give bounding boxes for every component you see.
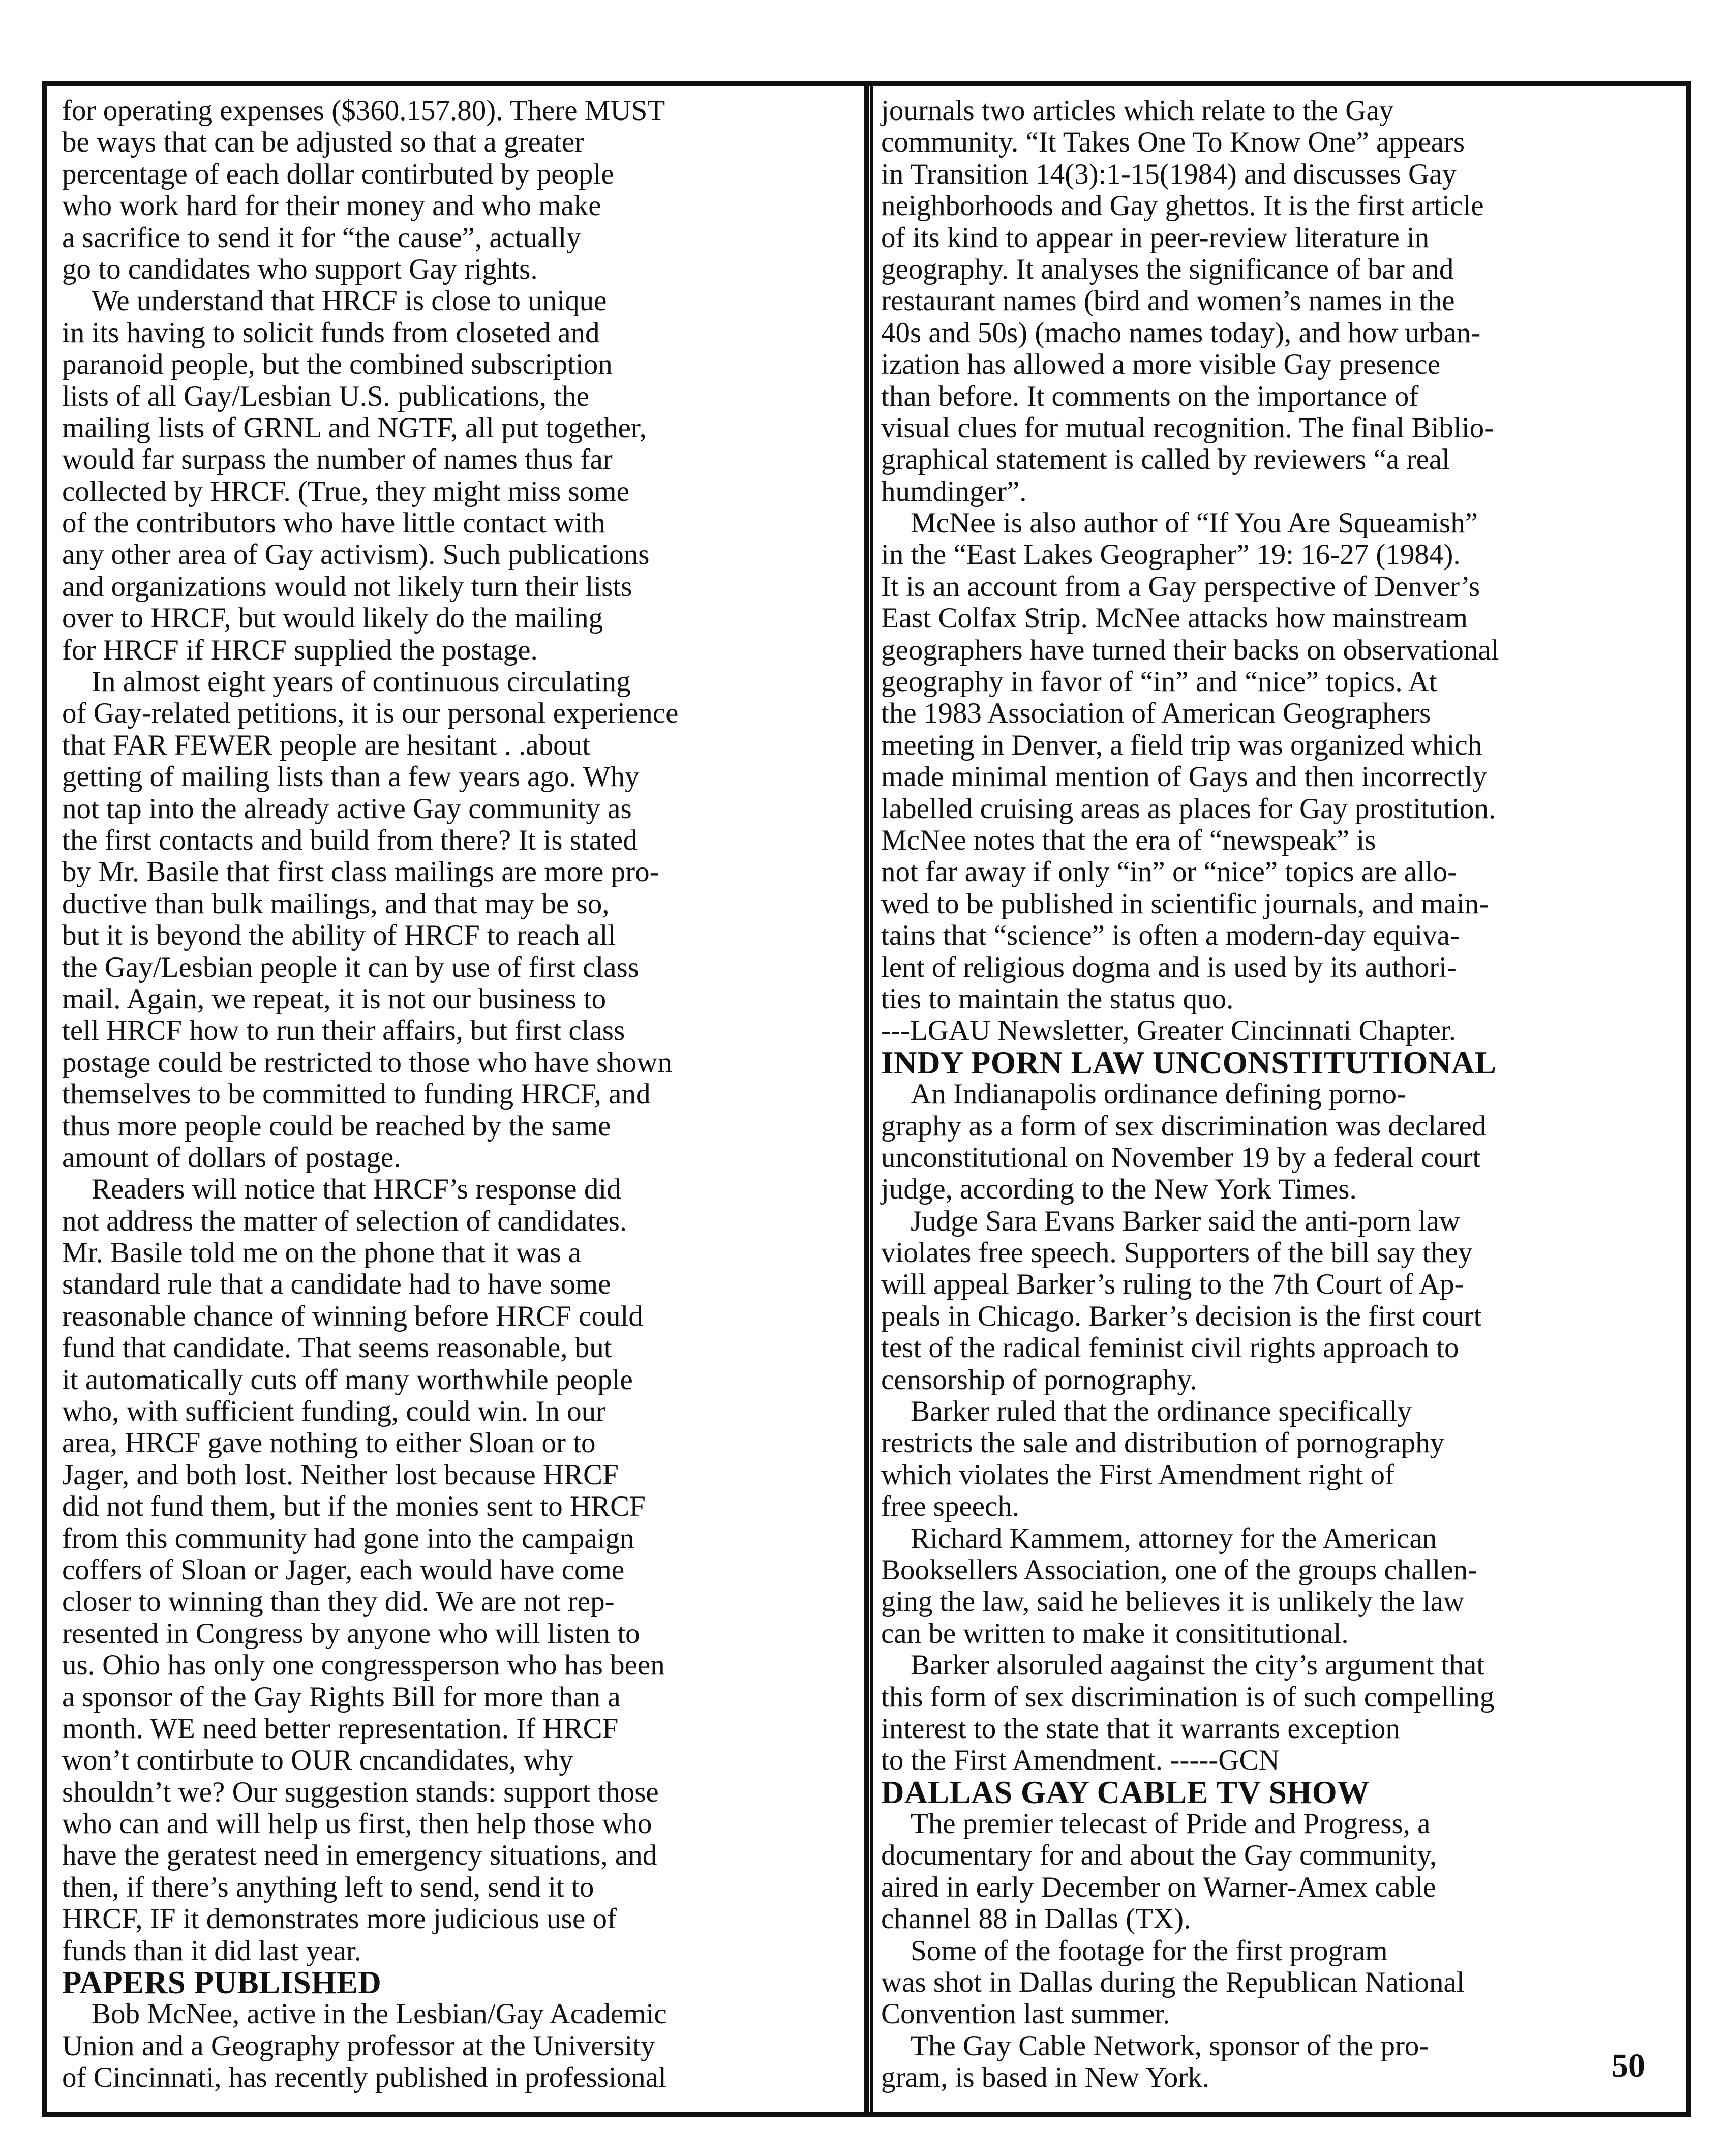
section-heading: INDY PORN LAW UNCONSTITUTIONAL (881, 1044, 1497, 1081)
text-line: gram, is based in New York. (881, 2061, 1209, 2094)
text-line: ization has allowed a more visible Gay presence (881, 348, 1441, 381)
text-line: Readers will notice that HRCF’s response did (92, 1173, 621, 1206)
text-line: journals two articles which relate to the Gay (881, 95, 1394, 127)
text-line: resented in Congress by anyone who will listen to (62, 1617, 640, 1650)
text-line: ductive than bulk mailings, and that may be so, (62, 887, 610, 920)
text-line: to the First Amendment. -----GCN (881, 1744, 1280, 1777)
text-line: who work hard for their money and who make (62, 190, 601, 222)
text-line: channel 88 in Dallas (TX). (881, 1903, 1191, 1935)
text-line: was shot in Dallas during the Republican National (881, 1966, 1465, 1999)
text-line: restricts the sale and distribution of pornography (881, 1427, 1445, 1459)
paragraph (62, 1174, 855, 1967)
text-line: An Indianapolis ordinance defining porno- (911, 1078, 1407, 1111)
text-line: for operating expenses ($360.157.80). There MUST (62, 95, 665, 127)
text-line: Mr. Basile told me on the phone that it was a (62, 1237, 582, 1269)
text-line: reasonable chance of winning before HRCF could (62, 1300, 643, 1332)
text-line: be ways that can be adjusted so that a greater (62, 126, 585, 159)
text-line: who, with sufficient funding, could win. In our (62, 1395, 606, 1428)
text-line: fund that candidate. That seems reasonable, but (62, 1332, 612, 1364)
text-line: won’t contirbute to OUR cncandidates, why (62, 1744, 573, 1777)
text-line: humdinger”. (881, 475, 1027, 507)
paragraph (62, 1998, 855, 2093)
text-line: visual clues for mutual recognition. The final Biblio- (881, 411, 1494, 444)
paragraph (881, 1523, 1674, 1650)
text-line: Bob McNee, active in the Lesbian/Gay Academic (92, 1998, 667, 2030)
text-line: East Colfax Strip. McNee attacks how mainstream (881, 602, 1468, 635)
paragraph (881, 1396, 1674, 1523)
text-line: graphy as a form of sex discrimination was declared (881, 1110, 1487, 1142)
text-line: unconstitutional on November 19 by a federal court (881, 1141, 1481, 1174)
text-line: Barker alsoruled aagainst the city’s argument that (911, 1649, 1485, 1682)
text-line: go to candidates who support Gay rights. (62, 253, 538, 285)
text-line: month. WE need better representation. If HRCF (62, 1712, 619, 1745)
text-line: and organizations would not likely turn their lists (62, 570, 632, 603)
text-line: mailing lists of GRNL and NGTF, all put together, (62, 411, 647, 444)
text-line: lent of religious dogma and is used by its authori- (881, 951, 1457, 983)
left-column (62, 95, 855, 2094)
text-line: funds than it did last year. (62, 1934, 361, 1967)
text-line: geography in favor of “in” and “nice” topics. At (881, 666, 1437, 698)
text-line: mail. Again, we repeat, it is not our business to (62, 982, 607, 1015)
text-line: restaurant names (bird and women’s names in the (881, 285, 1455, 317)
text-line: community. “It Takes One To Know One” appears (881, 126, 1465, 159)
text-line: did not fund them, but if the monies sent to HRCF (62, 1490, 646, 1523)
text-line: test of the radical feminist civil rights approach to (881, 1332, 1459, 1364)
paragraph (881, 1808, 1674, 1935)
text-line: In almost eight years of continuous circulating (92, 666, 631, 698)
text-line: area, HRCF gave nothing to either Sloan or to (62, 1427, 596, 1459)
text-line: over to HRCF, but would likely do the mailing (62, 602, 603, 635)
text-line: 40s and 50s) (macho names today), and how urban- (881, 316, 1481, 349)
text-line: a sacrifice to send it for “the cause”, actually (62, 221, 581, 254)
text-line: percentage of each dollar contirbuted by people (62, 158, 614, 190)
text-line: not address the matter of selection of candidates. (62, 1205, 627, 1237)
paragraph (881, 1935, 1674, 2030)
text-line: by Mr. Basile that first class mailings are more pro- (62, 856, 659, 888)
text-line: censorship of pornography. (881, 1363, 1197, 1396)
text-line: collected by HRCF. (True, they might miss some (62, 475, 629, 507)
text-line: meeting in Denver, a field trip was organized which (881, 729, 1482, 761)
section-heading: PAPERS PUBLISHED (62, 1965, 382, 2001)
text-line: it automatically cuts off many worthwhile people (62, 1363, 633, 1396)
text-line: this form of sex discrimination is of such compelling (881, 1681, 1495, 1713)
text-line: which violates the First Amendment right of (881, 1458, 1395, 1491)
text-line: would far surpass the number of names thus far (62, 443, 613, 476)
text-line: lists of all Gay/Lesbian U.S. publications, the (62, 380, 589, 412)
text-line: ties to maintain the status quo. (881, 982, 1234, 1015)
text-line: peals in Chicago. Barker’s decision is the first court (881, 1300, 1482, 1332)
text-line: interest to the state that it warrants exception (881, 1712, 1400, 1745)
text-line: ging the law, said he believes it is unlikely the law (881, 1585, 1465, 1618)
text-line: in its having to solicit funds from closeted and (62, 316, 600, 349)
text-line: neighborhoods and Gay ghettos. It is the first article (881, 190, 1484, 222)
text-line: not tap into the already active Gay community as (62, 792, 632, 825)
paragraph (881, 2030, 1674, 2094)
text-line: labelled cruising areas as places for Gay prostitution. (881, 792, 1496, 825)
text-line: have the geratest need in emergency situations, and (62, 1839, 657, 1872)
text-line: Union and a Geography professor at the University (62, 2029, 655, 2062)
text-line: Convention last summer. (881, 1998, 1170, 2030)
text-line: standard rule that a candidate had to have some (62, 1268, 611, 1301)
text-line: graphical statement is called by reviewers “a real (881, 443, 1450, 476)
text-line: Richard Kammem, attorney for the American (911, 1522, 1437, 1554)
text-line: violates free speech. Supporters of the bill say they (881, 1237, 1473, 1269)
text-line: who can and will help us first, then help those who (62, 1808, 652, 1840)
text-line: closer to winning than they did. We are not rep- (62, 1585, 615, 1618)
text-line: then, if there’s anything left to send, send it to (62, 1871, 594, 1903)
text-line: the Gay/Lesbian people it can by use of first class (62, 951, 639, 983)
text-line: McNee is also author of “If You Are Squeamish” (911, 507, 1478, 540)
text-line: of its kind to appear in peer-review literature in (881, 221, 1430, 254)
text-line: amount of dollars of postage. (62, 1141, 401, 1174)
text-line: We understand that HRCF is close to unique (92, 285, 607, 317)
text-line: geography. It analyses the significance of bar and (881, 253, 1454, 285)
text-line: made minimal mention of Gays and then incorrectly (881, 761, 1487, 793)
paragraph (881, 1650, 1674, 1777)
text-line: HRCF, IF it demonstrates more judicious use of (62, 1903, 617, 1935)
text-line: wed to be published in scientific journals, and main- (881, 887, 1489, 920)
text-line: will appeal Barker’s ruling to the 7th Court of Ap- (881, 1268, 1464, 1301)
text-line: than before. It comments on the importance of (881, 380, 1419, 412)
right-column (881, 95, 1674, 2094)
text-line: thus more people could be reached by the same (62, 1110, 611, 1142)
text-line: Some of the footage for the first program (911, 1934, 1388, 1967)
text-line: Jager, and both lost. Neither lost because HRCF (62, 1458, 619, 1491)
paragraph (62, 95, 855, 285)
text-line: that FAR FEWER people are hesitant . .about (62, 729, 590, 761)
text-line: can be written to make it consititutional. (881, 1617, 1349, 1650)
text-line: Booksellers Association, one of the groups challen- (881, 1553, 1478, 1586)
paragraph (881, 95, 1674, 507)
paragraph (881, 1079, 1674, 1206)
text-line: tains that “science” is often a modern-day equiva- (881, 919, 1460, 952)
text-line: postage could be restricted to those who have shown (62, 1046, 672, 1079)
text-line: It is an account from a Gay perspective of Denver’s (881, 570, 1480, 603)
paragraph (881, 507, 1674, 1047)
text-line: The premier telecast of Pride and Progress, a (911, 1808, 1431, 1840)
text-line: The Gay Cable Network, sponsor of the pro- (911, 2029, 1429, 2062)
paragraph (62, 285, 855, 666)
text-line: the 1983 Association of American Geographers (881, 697, 1431, 730)
text-line: tell HRCF how to run their affairs, but first class (62, 1014, 625, 1047)
text-line: Barker ruled that the ordinance specifically (911, 1395, 1412, 1428)
text-line: but it is beyond the ability of HRCF to reach all (62, 919, 616, 952)
text-line: aired in early December on Warner-Amex cable (881, 1871, 1436, 1903)
text-line: in the “East Lakes Geographer” 19: 16-27 (1984). (881, 538, 1461, 571)
text-line: judge, according to the New York Times. (881, 1173, 1357, 1206)
text-line: any other area of Gay activism). Such publications (62, 538, 650, 571)
text-line: paranoid people, but the combined subscription (62, 348, 613, 381)
text-line: for HRCF if HRCF supplied the postage. (62, 634, 538, 666)
text-line: us. Ohio has only one congressperson who has been (62, 1649, 665, 1682)
text-line: from this community had gone into the campaign (62, 1522, 634, 1554)
text-line: free speech. (881, 1490, 1020, 1523)
text-line: in Transition 14(3):1-15(1984) and discusses Gay (881, 158, 1457, 190)
paragraph (62, 666, 855, 1174)
text-line: not far away if only “in” or “nice” topics are allo- (881, 856, 1458, 888)
section-heading: DALLAS GAY CABLE TV SHOW (881, 1774, 1370, 1810)
text-line: ---LGAU Newsletter, Greater Cincinnati Chapter. (881, 1014, 1456, 1047)
text-line: shouldn’t we? Our suggestion stands: support those (62, 1776, 659, 1808)
paragraph (881, 1206, 1674, 1396)
text-line: coffers of Sloan or Jager, each would have come (62, 1553, 625, 1586)
page-number: 50 (1612, 2047, 1645, 2084)
text-line: a sponsor of the Gay Rights Bill for more than a (62, 1681, 621, 1713)
text-line: of Cincinnati, has recently published in professional (62, 2061, 666, 2094)
text-line: getting of mailing lists than a few years ago. Why (62, 761, 640, 793)
text-line: themselves to be committed to funding HRCF, and (62, 1078, 651, 1111)
text-line: documentary for and about the Gay community, (881, 1839, 1437, 1872)
text-line: the first contacts and build from there? It is stated (62, 824, 638, 856)
text-line: McNee notes that the era of “newspeak” is (881, 824, 1376, 856)
text-line: of the contributors who have little contact with (62, 507, 605, 540)
text-line: of Gay-related petitions, it is our personal experience (62, 697, 679, 730)
text-line: geographers have turned their backs on observational (881, 634, 1499, 666)
text-line: Judge Sara Evans Barker said the anti-porn law (911, 1205, 1461, 1237)
column-divider (870, 86, 873, 2112)
